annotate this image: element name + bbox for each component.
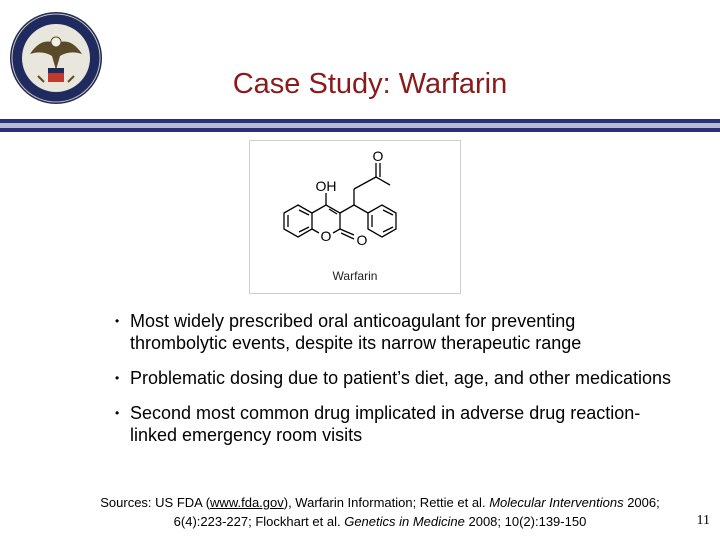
atom-label-ring-o: O bbox=[320, 228, 332, 244]
bullet-dot-icon: • bbox=[115, 371, 120, 385]
warfarin-structure-diagram bbox=[250, 141, 460, 266]
journal-name: Genetics in Medicine bbox=[344, 514, 465, 529]
page-number: 11 bbox=[696, 513, 710, 528]
sources-citation bbox=[80, 493, 680, 531]
bullet-item bbox=[112, 310, 672, 354]
sources-mid: ), Warfarin Information; Rettie et al. bbox=[283, 495, 490, 510]
slide-title: Case Study: Warfarin bbox=[232, 68, 508, 100]
bullet-list bbox=[112, 310, 672, 459]
journal-name: Molecular Interventions bbox=[489, 495, 624, 510]
bullet-item bbox=[112, 367, 672, 389]
figure-caption: Warfarin bbox=[332, 269, 378, 283]
uspto-seal-logo bbox=[8, 10, 104, 106]
atom-label-oh: OH bbox=[315, 178, 337, 194]
citation-detail: 2006; 6(4):223-227; Flockhart et al. bbox=[173, 495, 660, 529]
warfarin-structure-figure bbox=[249, 140, 461, 294]
atom-label-ketone-o: O bbox=[372, 148, 384, 164]
bullet-dot-icon: • bbox=[115, 406, 120, 420]
citation-detail: 2008; 10(2):139-150 bbox=[464, 514, 587, 529]
atom-label-carbonyl-o: O bbox=[356, 232, 368, 248]
bullet-item bbox=[112, 402, 672, 446]
bullet-text: Second most common drug implicated in adverse drug reaction-linked emergency room visits bbox=[130, 403, 641, 445]
bullet-dot-icon: • bbox=[115, 314, 120, 328]
title-divider-bar bbox=[0, 119, 720, 132]
fda-link[interactable]: www.fda.gov bbox=[210, 495, 284, 510]
bullet-text: Problematic dosing due to patient’s diet, age, and other medications bbox=[130, 368, 672, 388]
bullet-text: Most widely prescribed oral anticoagulant for preventing thrombolytic events, despite its narrow therapeutic range bbox=[130, 311, 582, 353]
sources-prefix: Sources: US FDA ( bbox=[100, 495, 211, 510]
